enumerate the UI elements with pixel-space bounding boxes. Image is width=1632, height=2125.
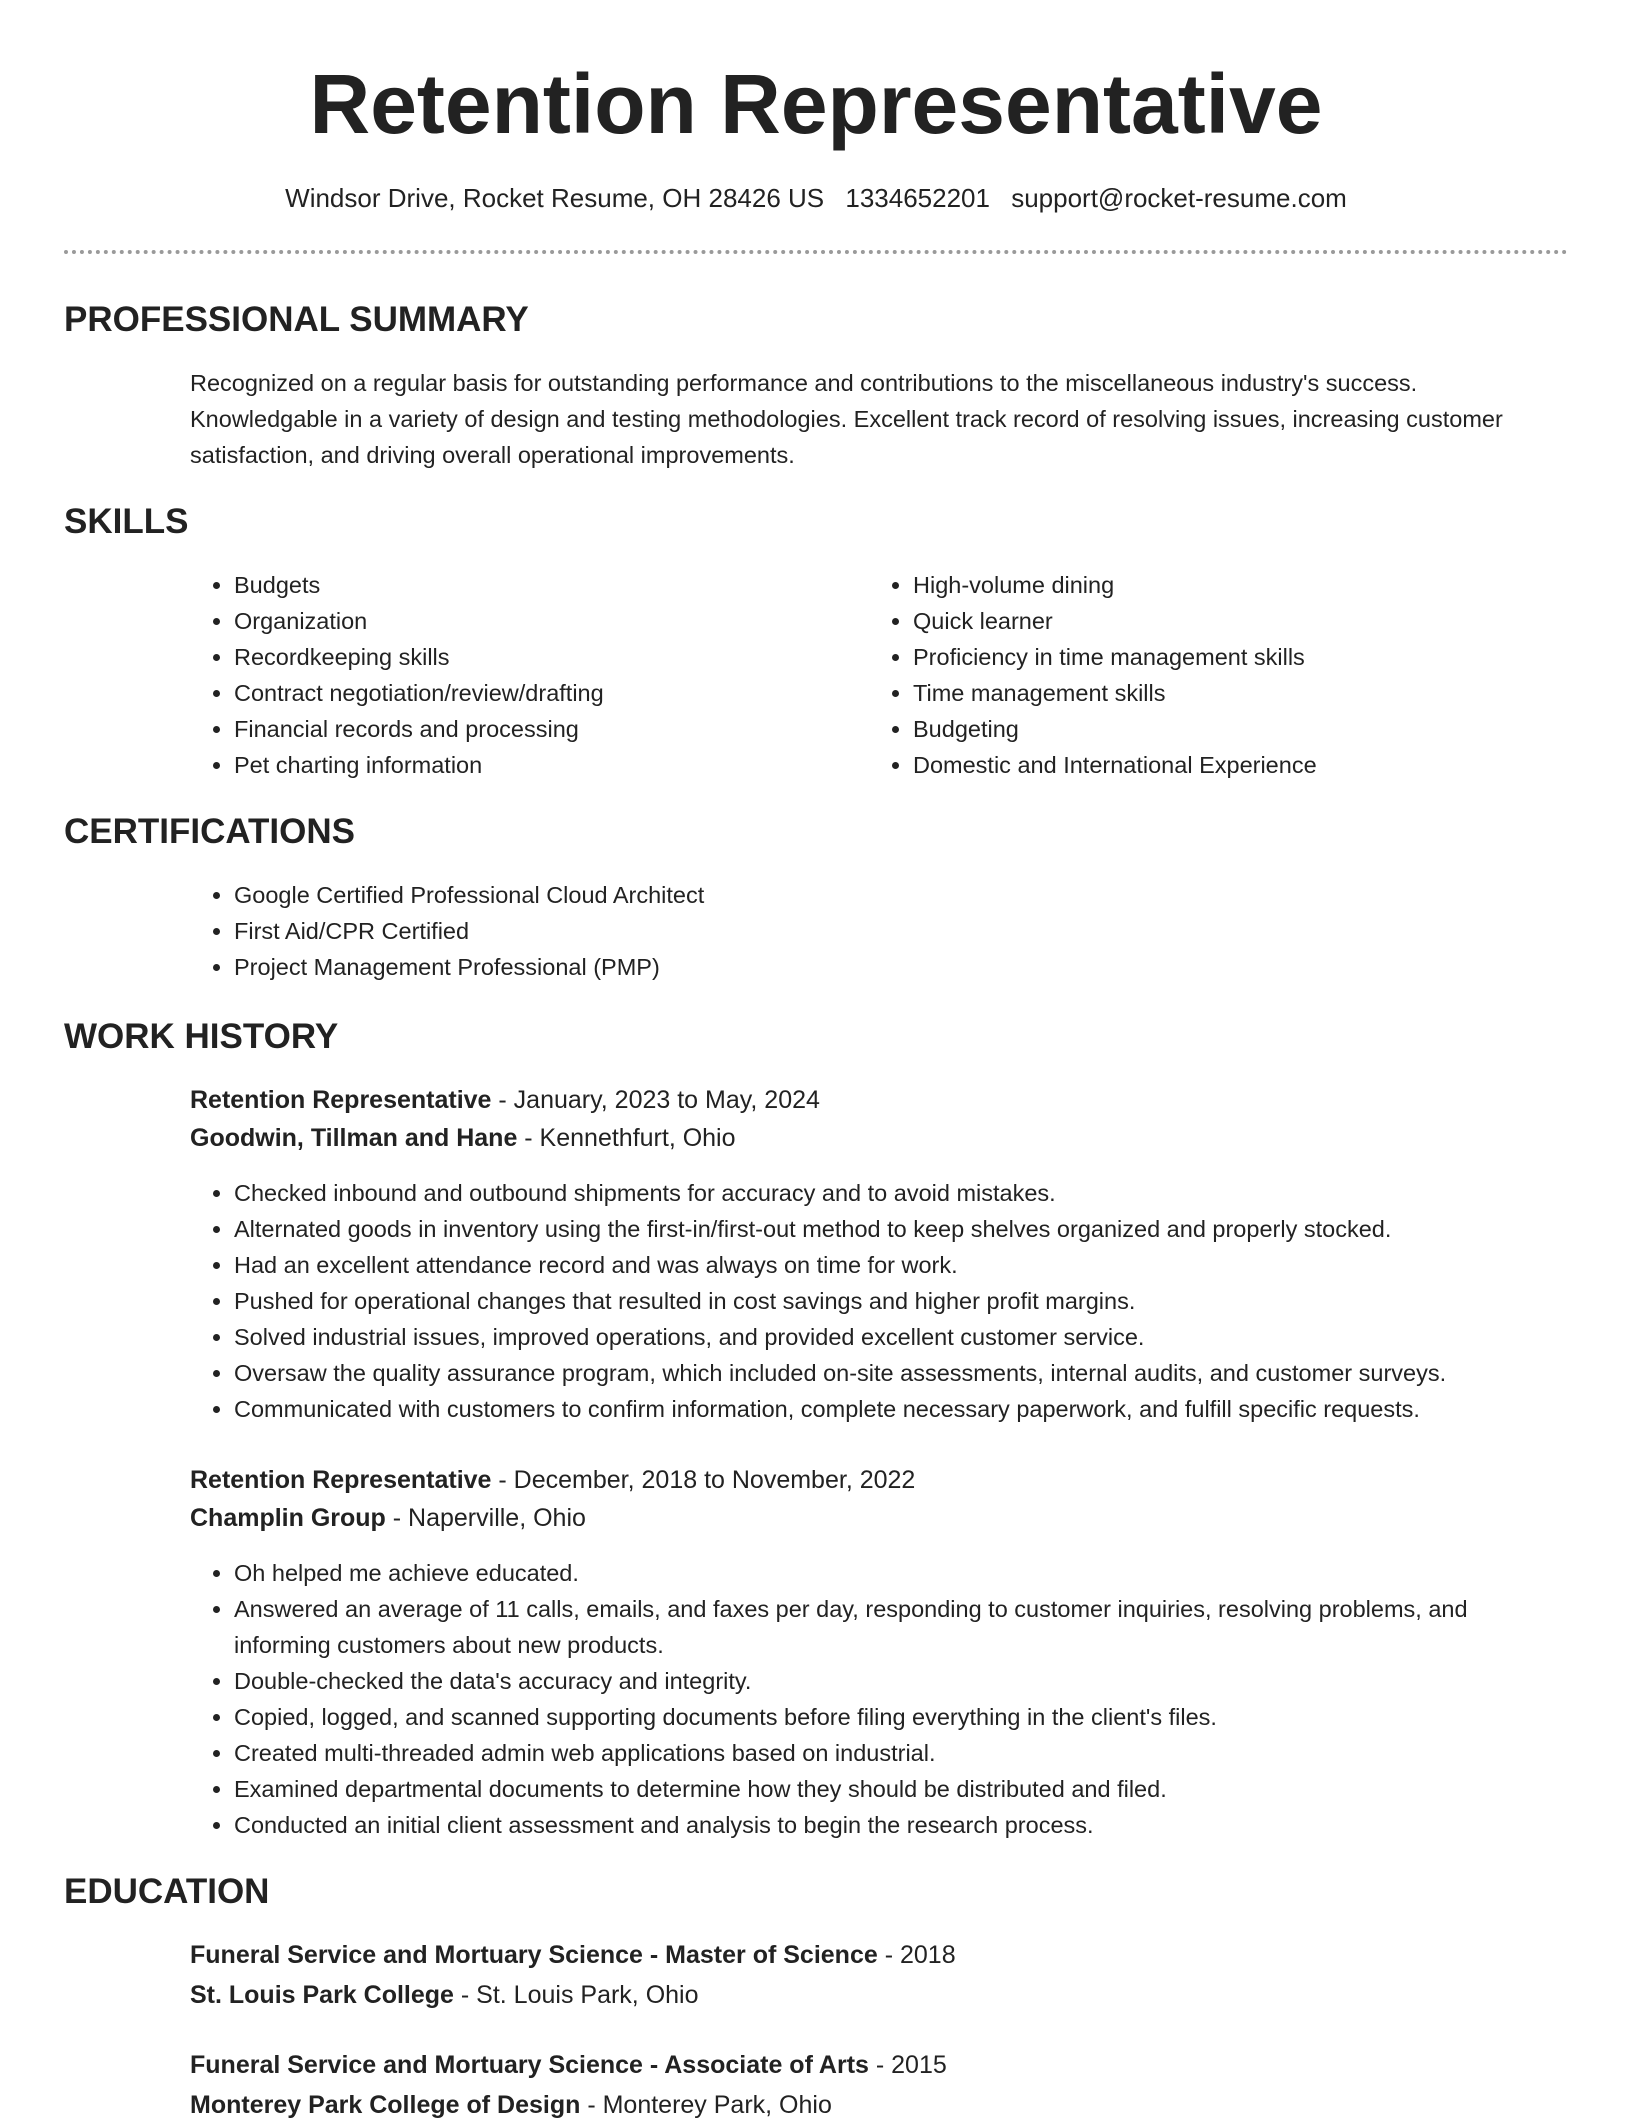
header-divider bbox=[64, 250, 1568, 254]
job-duties bbox=[190, 1555, 1560, 1843]
skill-item: • High-volume dining bbox=[913, 567, 1549, 603]
education-degree: Funeral Service and Mortuary Science - Associate of Arts bbox=[190, 2051, 869, 2079]
skill-item: • Recordkeeping skills bbox=[234, 639, 850, 675]
education-school-line bbox=[190, 1975, 1560, 2015]
education-school-line bbox=[190, 2085, 1560, 2125]
job-company: Goodwin, Tillman and Hane bbox=[190, 1124, 518, 1152]
job-duty: • Answered an average of 11 calls, emails, and faxes per day, responding to customer inquiries, resolving problems, and informing customers about new products. bbox=[234, 1591, 1560, 1663]
certifications-list bbox=[190, 877, 1540, 985]
job-company-line bbox=[190, 1499, 1560, 1537]
skill-item: • Proficiency in time management skills bbox=[913, 639, 1549, 675]
skill-item: • Organization bbox=[234, 603, 850, 639]
summary-text: Recognized on a regular basis for outstanding performance and contributions to the miscellaneous industry's success. Knowledgable in a variety of design and testing methodologies. Excellent track record of resolving issues, increasing customer satisfaction, and driving overall operational improvements. bbox=[190, 370, 1503, 468]
skills-heading: SKILLS bbox=[64, 502, 189, 541]
job-dates: - January, 2023 to May, 2024 bbox=[491, 1086, 820, 1114]
contact-email: support@rocket-resume.com bbox=[1011, 183, 1347, 213]
skills-left-column bbox=[190, 567, 850, 783]
skill-item: • Time management skills bbox=[913, 675, 1549, 711]
certification-item: • Google Certified Professional Cloud Architect bbox=[234, 877, 1540, 913]
job-title: Retention Representative bbox=[190, 1086, 492, 1114]
education-school: Monterey Park College of Design bbox=[190, 2091, 581, 2119]
job-duty: • Double-checked the data's accuracy and integrity. bbox=[234, 1663, 1560, 1699]
education-heading: EDUCATION bbox=[64, 1872, 270, 1911]
education-degree-line bbox=[190, 2045, 1560, 2085]
job-title-line bbox=[190, 1461, 1560, 1499]
certification-item: • Project Management Professional (PMP) bbox=[234, 949, 1540, 985]
skill-item: • Contract negotiation/review/drafting bbox=[234, 675, 850, 711]
job-duty: • Oh helped me achieve educated. bbox=[234, 1555, 1560, 1591]
skill-item: • Financial records and processing bbox=[234, 711, 850, 747]
job-duty: • Checked inbound and outbound shipments for accuracy and to avoid mistakes. bbox=[234, 1175, 1560, 1211]
job-title-line bbox=[190, 1081, 1560, 1119]
job-duty: • Created multi-threaded admin web applications based on industrial. bbox=[234, 1735, 1560, 1771]
job-duty: • Examined departmental documents to determine how they should be distributed and filed. bbox=[234, 1771, 1560, 1807]
education-school: St. Louis Park College bbox=[190, 1981, 454, 2009]
skills-right-column bbox=[869, 567, 1549, 783]
skill-item: • Quick learner bbox=[913, 603, 1549, 639]
job-duty: • Had an excellent attendance record and was always on time for work. bbox=[234, 1247, 1560, 1283]
resume-name: Retention Representative bbox=[309, 57, 1323, 151]
job-duty: • Copied, logged, and scanned supporting documents before filing everything in the client's files. bbox=[234, 1699, 1560, 1735]
job-duty: • Oversaw the quality assurance program, which included on-site assessments, internal audits, and customer surveys. bbox=[234, 1355, 1560, 1391]
skill-item: • Pet charting information bbox=[234, 747, 850, 783]
skill-item: • Domestic and International Experience bbox=[913, 747, 1549, 783]
education-year: - 2015 bbox=[868, 2051, 947, 2079]
job-dates: - December, 2018 to November, 2022 bbox=[491, 1466, 916, 1494]
contact-address: Windsor Drive, Rocket Resume, OH 28426 US bbox=[285, 183, 825, 213]
skill-item: • Budgets bbox=[234, 567, 850, 603]
summary-heading: PROFESSIONAL SUMMARY bbox=[64, 300, 529, 339]
job-duty: • Communicated with customers to confirm information, complete necessary paperwork, and fulfill specific requests. bbox=[234, 1391, 1560, 1427]
job-duties bbox=[190, 1175, 1560, 1427]
contact-line bbox=[0, 181, 1632, 215]
education-degree-line bbox=[190, 1935, 1560, 1975]
job-duty: • Pushed for operational changes that resulted in cost savings and higher profit margins. bbox=[234, 1283, 1560, 1319]
certification-item: • First Aid/CPR Certified bbox=[234, 913, 1540, 949]
education-location: - Monterey Park, Ohio bbox=[580, 2091, 832, 2119]
job-company-line bbox=[190, 1119, 1560, 1157]
job-duty: • Alternated goods in inventory using the first-in/first-out method to keep shelves organized and properly stocked. bbox=[234, 1211, 1560, 1247]
job-location: - Naperville, Ohio bbox=[385, 1504, 586, 1532]
certifications-heading: CERTIFICATIONS bbox=[64, 812, 356, 851]
job-title: Retention Representative bbox=[190, 1466, 492, 1494]
job-duty: • Conducted an initial client assessment and analysis to begin the research process. bbox=[234, 1807, 1560, 1843]
skill-item: • Budgeting bbox=[913, 711, 1549, 747]
job-company: Champlin Group bbox=[190, 1504, 386, 1532]
contact-phone: 1334652201 bbox=[845, 183, 990, 213]
education-location: - St. Louis Park, Ohio bbox=[453, 1981, 699, 2009]
education-year: - 2018 bbox=[877, 1941, 956, 1969]
work-history-heading: WORK HISTORY bbox=[64, 1017, 339, 1056]
job-location: - Kennethfurt, Ohio bbox=[517, 1124, 736, 1152]
job-duty: • Solved industrial issues, improved operations, and provided excellent customer service. bbox=[234, 1319, 1560, 1355]
education-degree: Funeral Service and Mortuary Science - Master of Science bbox=[190, 1941, 878, 1969]
